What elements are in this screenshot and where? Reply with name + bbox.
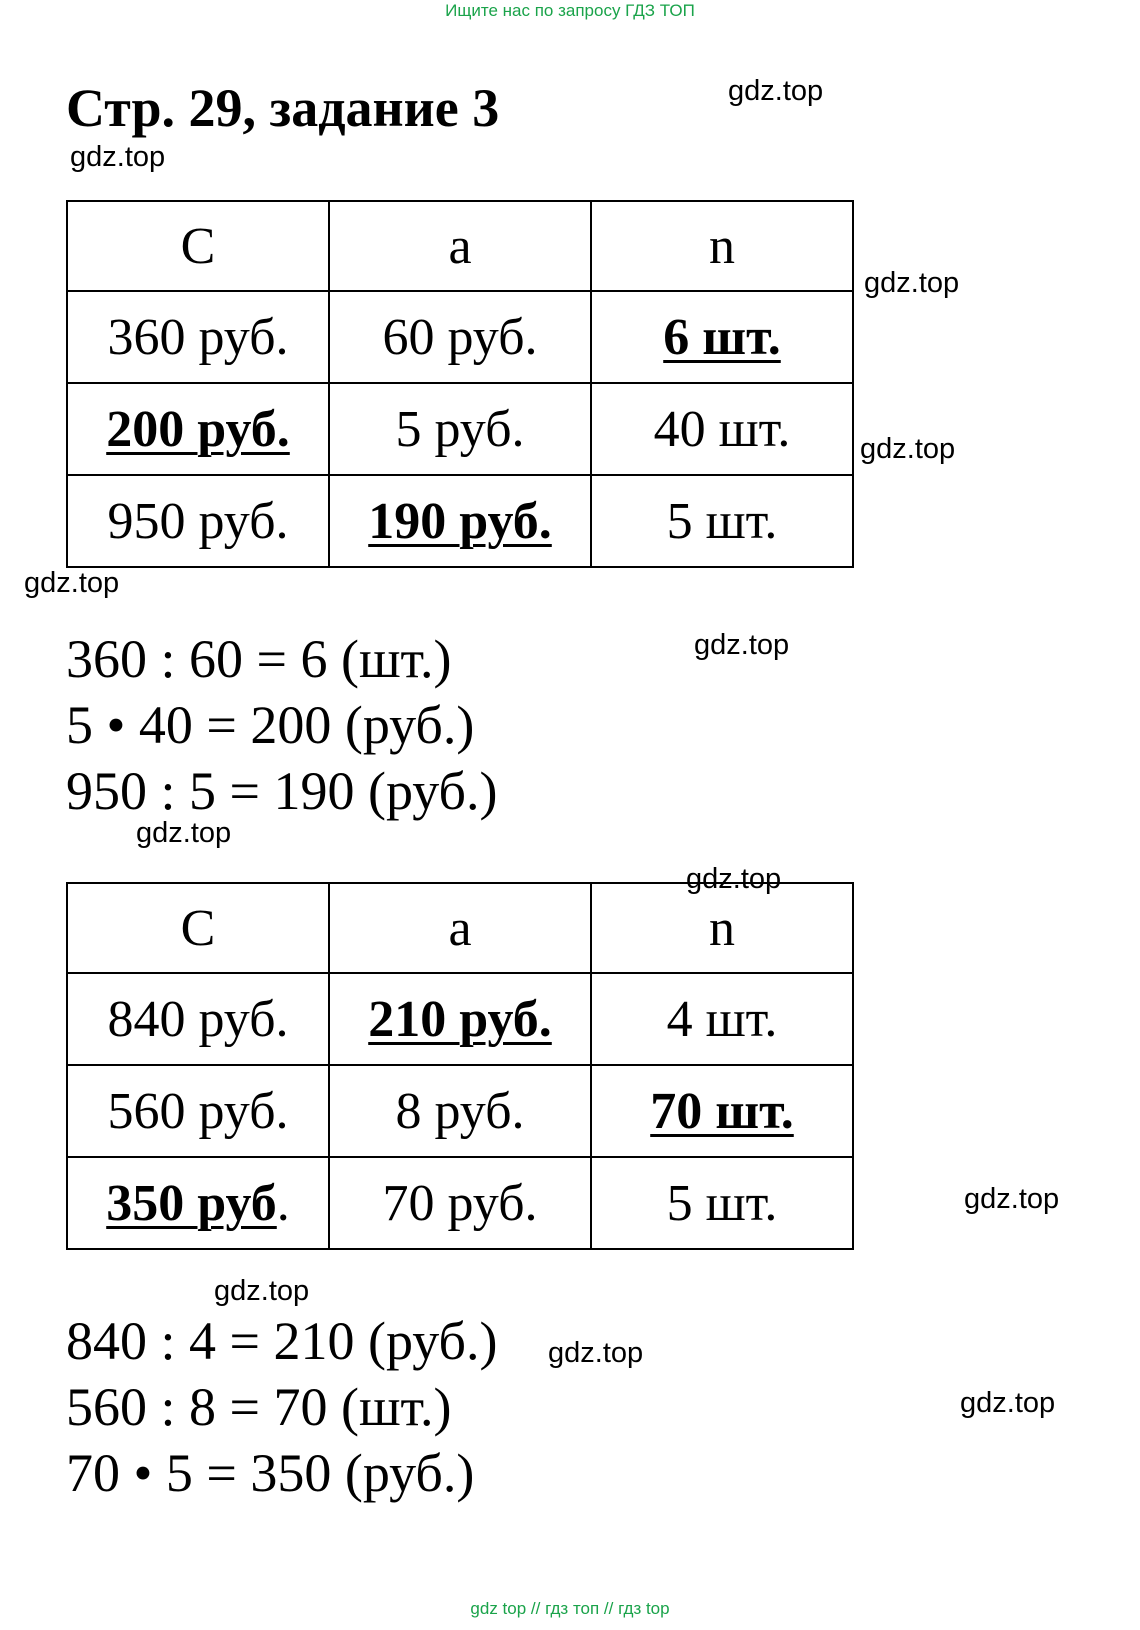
page-title: Стр. 29, задание 3: [66, 78, 500, 138]
watermark: gdz.top: [548, 1337, 644, 1369]
footer-links[interactable]: gdz top // гдз топ // гдз top: [470, 1599, 670, 1618]
calc-line: 70 • 5 = 350 (руб.): [66, 1443, 475, 1503]
table-header-row: [67, 201, 853, 291]
calc-line: 5 • 40 = 200 (руб.): [66, 695, 475, 755]
watermark: gdz.top: [728, 75, 824, 107]
table-cell: 5 руб.: [329, 383, 591, 475]
answer-text: 210 руб.: [368, 990, 552, 1048]
answer-cell: [591, 291, 853, 383]
table-cell: 40 шт.: [591, 383, 853, 475]
watermark: gdz.top: [860, 433, 956, 465]
table-row: [67, 973, 853, 1065]
table-header-row: [67, 883, 853, 973]
answer-cell: [67, 1157, 329, 1249]
watermark: gdz.top: [964, 1183, 1060, 1215]
table-row: [67, 1065, 853, 1157]
answer-cell: [591, 1065, 853, 1157]
table-row: [67, 291, 853, 383]
calc-line: 360 : 60 = 6 (шт.): [66, 629, 452, 689]
watermark: gdz.top: [960, 1387, 1056, 1419]
answer-cell: [329, 973, 591, 1065]
table-row: [67, 1157, 853, 1249]
answer-text: 350 руб: [106, 1174, 277, 1232]
answer-text: 70 шт.: [650, 1082, 794, 1140]
table-cell: 70 руб.: [329, 1157, 591, 1249]
header-cell-c: C: [67, 883, 329, 973]
table-row: [67, 475, 853, 567]
table-cell: 950 руб.: [67, 475, 329, 567]
table-row: [67, 383, 853, 475]
table-1: [66, 200, 854, 568]
answer-suffix: .: [276, 1174, 290, 1232]
header-cell-c: C: [67, 201, 329, 291]
answer-text: 6 шт.: [663, 308, 781, 366]
answer-cell: [329, 475, 591, 567]
header-cell-a: a: [329, 201, 591, 291]
watermark: gdz.top: [24, 567, 120, 599]
header-cell-n: n: [591, 201, 853, 291]
watermark: gdz.top: [214, 1275, 310, 1307]
header-cell-n: n: [591, 883, 853, 973]
table-cell: 4 шт.: [591, 973, 853, 1065]
calculations-1: [66, 626, 497, 824]
watermark: gdz.top: [686, 863, 782, 895]
watermark: gdz.top: [694, 629, 790, 661]
watermark: gdz.top: [864, 267, 960, 299]
table-cell: 5 шт.: [591, 1157, 853, 1249]
table-cell: 840 руб.: [67, 973, 329, 1065]
top-banner[interactable]: Ищите нас по запросу ГДЗ ТОП: [445, 1, 695, 20]
calc-line: 950 : 5 = 190 (руб.): [66, 761, 498, 821]
calculations-2: [66, 1308, 497, 1506]
table-2: [66, 882, 854, 1250]
answer-text: 190 руб.: [368, 492, 552, 550]
table-cell: 360 руб.: [67, 291, 329, 383]
calc-line: 840 : 4 = 210 (руб.): [66, 1311, 498, 1371]
watermark: gdz.top: [70, 141, 166, 173]
table-cell: 60 руб.: [329, 291, 591, 383]
header-cell-a: a: [329, 883, 591, 973]
table-cell: 560 руб.: [67, 1065, 329, 1157]
calc-line: 560 : 8 = 70 (шт.): [66, 1377, 452, 1437]
watermark: gdz.top: [136, 817, 232, 849]
table-cell: 5 шт.: [591, 475, 853, 567]
answer-text: 200 руб.: [106, 400, 290, 458]
answer-cell: [67, 383, 329, 475]
table-cell: 8 руб.: [329, 1065, 591, 1157]
